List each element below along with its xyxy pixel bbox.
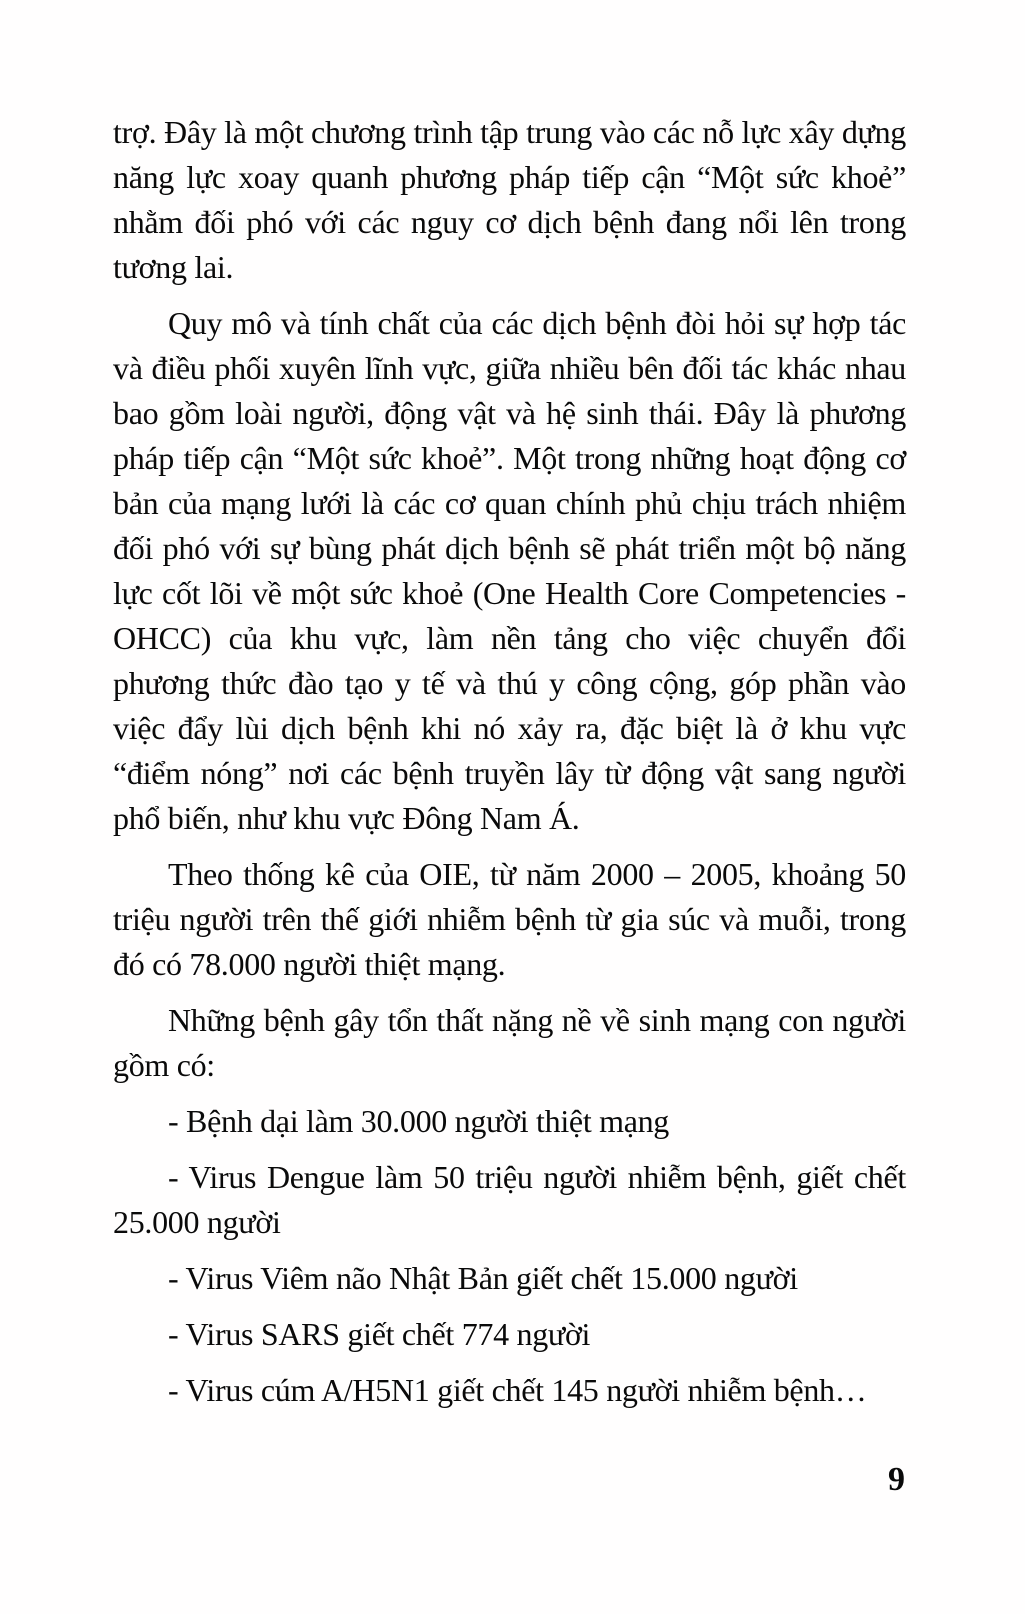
paragraph-intro-continuation: trợ. Đây là một chương trình tập trung vào các nỗ lực xây dựng năng lực xoay quanh phương pháp tiếp cận “Một sức khoẻ” nhằm đối phó với các nguy cơ dịch bệnh đang nổi lên trong tương lai. [113,114,906,285]
paragraph-one-health: Quy mô và tính chất của các dịch bệnh đòi hỏi sự hợp tác và điều phối xuyên lĩnh vực, giữa nhiều bên đối tác khác nhau bao gồm loài người, động vật và hệ sinh thái. Đây là phương pháp tiếp cận “Một sức khoẻ”. Một trong những hoạt động cơ bản của mạng lưới là các cơ quan chính phủ chịu trách nhiệm đối phó với sự bùng phát dịch bệnh sẽ phát triển một bộ năng lực cốt lõi về một sức khoẻ (One Health Core Competencies - OHCC) của khu vực, làm nền tảng cho việc chuyển đổi phương thức đào tạo y tế và thú y công cộng, góp phần vào việc đẩy lùi dịch bệnh khi nó xảy ra, đặc biệt là ở khu vực “điểm nóng” nơi các bệnh truyền lây từ động vật sang người phổ biến, như khu vực Đông Nam Á. [113,305,906,836]
list-item-h5n1: - Virus cúm A/H5N1 giết chết 145 người nhiễm bệnh… [168,1372,867,1408]
text-block [113,110,906,1413]
paragraph-disease-list-intro: Những bệnh gây tổn thất nặng nề về sinh mạng con người gồm có: [113,1002,906,1083]
paragraph-oie-statistics: Theo thống kê của OIE, từ năm 2000 – 2005, khoảng 50 triệu người trên thế giới nhiễm bệnh từ gia súc và muỗi, trong đó có 78.000 người thiệt mạng. [113,856,906,982]
list-item-japanese-encephalitis: - Virus Viêm não Nhật Bản giết chết 15.000 người [168,1260,798,1296]
list-item-dengue: - Virus Dengue làm 50 triệu người nhiễm bệnh, giết chết 25.000 người [113,1159,906,1240]
page-number: 9 [888,1461,905,1498]
list-item-sars: - Virus SARS giết chết 774 người [168,1316,591,1352]
list-item-rabies: - Bệnh dại làm 30.000 người thiệt mạng [168,1103,670,1139]
